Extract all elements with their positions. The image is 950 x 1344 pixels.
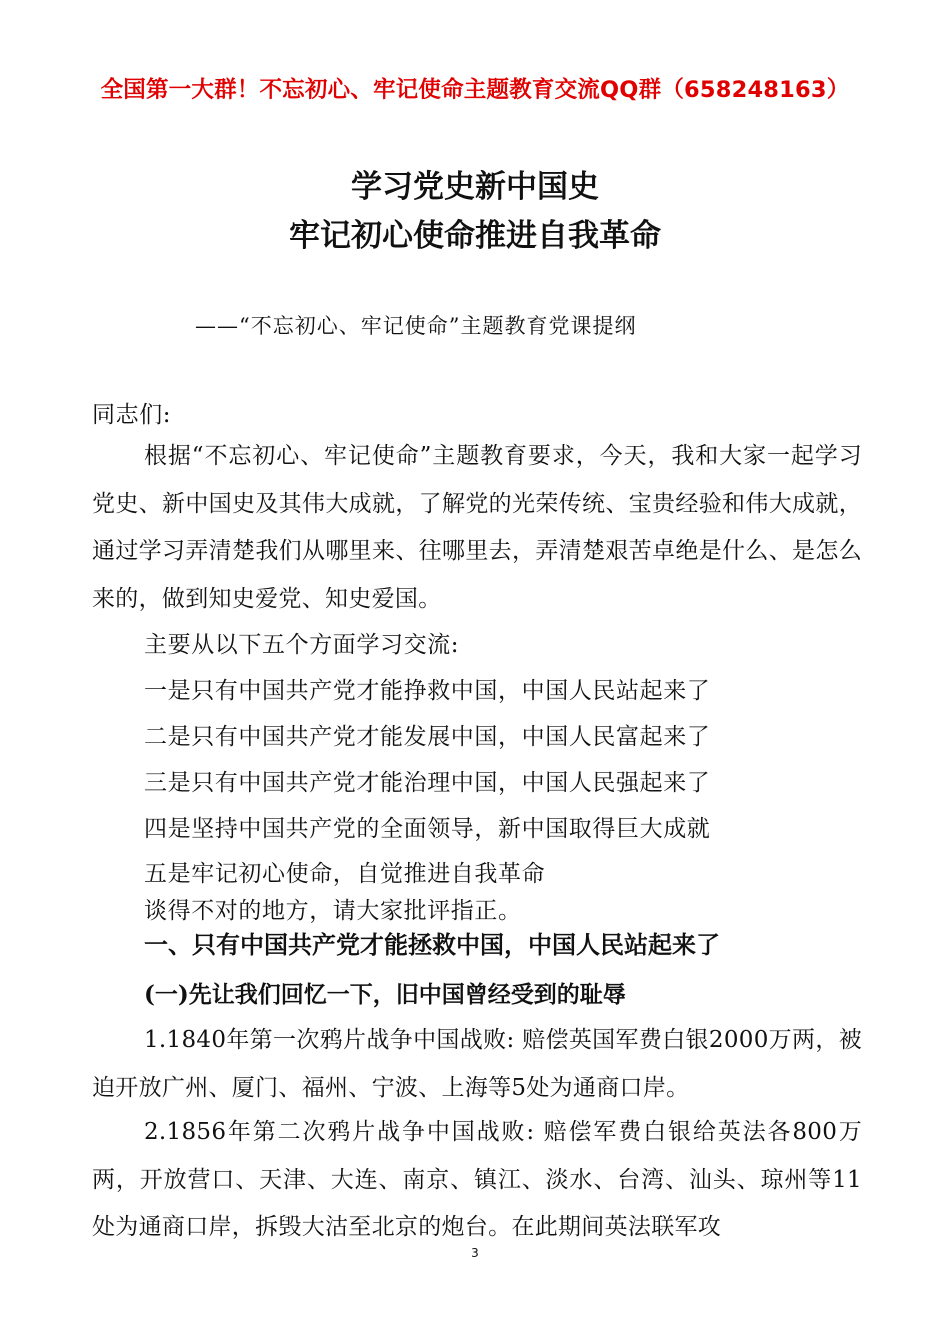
outline-item-2: 二是只有中国共产党才能发展中国，中国人民富起来了: [144, 724, 711, 750]
intro-paragraph: 根据“不忘初心、牢记使命”主题教育要求，今天，我和大家一起学习党史、新中国史及其伟大成就，了解党的光荣传统、宝贵经验和伟大成就，通过学习弄清楚我们从哪里来、往哪里去，弄清楚艰苦卓绝是什么、是怎么来的，做到知史爱党、知史爱国。: [92, 443, 862, 612]
outline-item-3: 三是只有中国共产党才能治理中国，中国人民强起来了: [144, 770, 711, 796]
outline-item-1: 一是只有中国共产党才能挣救中国，中国人民站起来了: [144, 678, 711, 704]
greeting: 同志们:: [92, 402, 172, 428]
closing-line: 谈得不对的地方，请大家批评指正。: [144, 898, 522, 924]
qq-group-banner: 全国第一大群！不忘初心、牢记使命主题教育交流QQ群（658248163）: [100, 77, 850, 103]
outline-lead: 主要从以下五个方面学习交流:: [144, 632, 460, 658]
section-1-item-1: 1.1840年第一次鸦片战争中国战败: 赔偿英国军费白银2000万两，被迫开放广州、厦门、福州、宁波、上海等5处为通商口岸。: [92, 1027, 862, 1101]
section-1-item-2: 2.1856年第二次鸦片战争中国战败: 赔偿军费白银给英法各800万两，开放营口、天津、大连、南京、镇江、淡水、台湾、汕头、琼州等11处为通商口岸，拆毁大沽至北京的炮台。在此期间英法联军攻: [92, 1119, 862, 1240]
outline-item-5: 五是牢记初心使命，自觉推进自我革命: [144, 861, 546, 887]
title-line-1: 学习党史新中国史: [351, 169, 599, 205]
section-1-subheading: (一)先让我们回忆一下，旧中国曾经受到的耻辱: [144, 981, 626, 1008]
subtitle: ——“不忘初心、牢记使命”主题教育党课提纲: [195, 314, 637, 338]
section-1-heading: 一、只有中国共产党才能拯救中国，中国人民站起来了: [144, 931, 720, 959]
outline-item-4: 四是坚持中国共产党的全面领导，新中国取得巨大成就: [144, 816, 711, 842]
title-line-2: 牢记初心使命推进自我革命: [289, 218, 661, 254]
page-number: 3: [471, 1246, 479, 1260]
